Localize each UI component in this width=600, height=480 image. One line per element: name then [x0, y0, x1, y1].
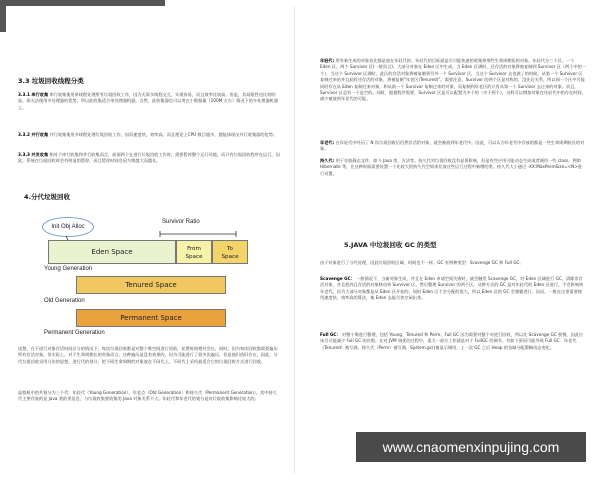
- young-generation-body: 所有新生成的对象首先都是放在年轻代的。年轻代的目标就是尽可能快速的收集掉那些生命周期短的对象。年轻代分三个区。一个 Eden 区，两个 Survivor 区(一般而言)。大部分对象在 Eden 区中生成。当 Eden 区满时，还存活的对象将被复制到 Survivor 区（两个中的一个），当这个 Survivor 区满时，此区的存活对象将被复制到另外一个 Survivor 区，当这个 Survivor 去也满了的时候，从第一个 Survivor 区复制过来的并且此时还存活的对象，将被复制“年老区(Tenured)”。需要注意，Survivor 的两个区是对称的，没先后关系，所以同一个区中可能同时存在从 Eden 复制过来对象，和从前一个 Survivor 复制过来的对象，而复制到年老区的只有从第一个 Survivor 去过来的对象。而且，Survivor 区总有一个是空的。同时，根据程序需要，Survivor 区是可以配置为多个的（多于两个），这样可以增加对象在年轻代中的存在时间，减少被放到年老代的可能。: [320, 58, 586, 102]
- to-space-block: To Space: [212, 240, 248, 264]
- young-generation-title: 年轻代:: [320, 58, 335, 63]
- para-3-3-1: [18, 92, 280, 130]
- para-young-generation: [320, 58, 586, 140]
- permanent-generation-body: 用于存放静态文件，如今 Java 类、方法等。持久代对垃圾回收没有显著影响，但是有些应用可能动态生成或者调用一些 class，例如 Hibernate 等，在这种时候需要设置一个比较大的持久代空间来存放这些运行过程中新增的类。持久代大小通过 -XX:MaxPermSize=<N>进行设置。: [320, 158, 582, 176]
- para-4-body: 试想，在不进行对象存活时间区分的情况下，每次垃圾回收都是对整个堆空间进行回收，花费时间相对会长，同时，因为每次回收都需要遍历所有存活对象，但实际上，对于生命周期长的对象而言，这种遍历是没有效果的，因为可能进行了很多次遍历，但是他们依旧存在。因此，分代垃圾回收采用分治的思想，进行代的划分，把不同生命周期的对象放在不同代上，不同代上采用最适合它的垃圾回收方式进行回收。: [18, 346, 278, 364]
- section-3-3-title: 3.3 垃圾回收线程分类: [18, 77, 84, 85]
- para-old-generation: [320, 140, 586, 158]
- tenured-space-block: Tenured Space: [76, 276, 226, 294]
- para-3-3-2-body: 并行收集使用多线程处理垃圾回收工作，因而速度快，效率高。而且理论上CPU 数目越多，越能体现出并行收集器的优势。: [49, 132, 278, 137]
- document-page-left: [6, 6, 295, 474]
- section-4-title: 4.分代垃圾回收: [24, 193, 70, 201]
- survivor-ratio-label: Survivor Ratio: [162, 219, 200, 225]
- para-3-3-2: [18, 132, 280, 152]
- document-page-right: [306, 6, 594, 474]
- para-permanent-generation: [320, 158, 586, 190]
- full-gc-title: Full GC：: [320, 332, 341, 337]
- old-generation-body: 在年轻代中经历了 N 次垃圾回收后仍然存活的对象，就会被放到年老代中。因此，可以认为年老代中存放的都是一些生命周期较长的对象。: [320, 140, 585, 152]
- para-full-gc: [320, 332, 586, 376]
- para-3-3-1-body: 串行收集使用单线程处理所有垃圾回收工作，因为无需多线程交互，实现容易，而且效率比较高。但是，其局限性也比较明显，即无法使用多处理器的优势，所以此收集适合单处理器机器。当然，此收集器也可以用在小数据量（100M 左右）情况下的多处理器机器上。: [18, 92, 279, 110]
- from-space-block: From Space: [176, 240, 212, 264]
- para-3-3-3-title: 3.3.3 并发收集: [18, 152, 49, 157]
- permanent-generation-title: 持久代:: [320, 158, 335, 163]
- website-watermark: www.cnaomenxinpujing.com: [356, 432, 586, 462]
- para-3-3-2-title: 3.3.2 并行收集: [18, 132, 49, 137]
- old-generation-label: Old Generation: [44, 298, 85, 304]
- scavenge-gc-title: Scavenge GC：: [320, 276, 355, 281]
- generations-diagram: [36, 216, 266, 346]
- para-scavenge-gc: [320, 276, 586, 332]
- para-3-3-3: [18, 152, 280, 178]
- para-4-body2: 虚拟机中的共划分为三个代：年轻代（Young Generation）、年老点（Old Generation）和持久代（Permanent Generation）。其中持久代主要存放的是 Java 类的类信息，与垃圾收集要收集的 Java 对象关系不大。年轻代和年老代的划分是对垃圾收集影响比较大的。: [18, 390, 277, 402]
- para-gc-types-intro: 由于对象进行了分代处理，因此垃圾回收区域、时间也不一样。GC 有两种类型：Scavenge GC 和 Full GC。: [320, 260, 524, 265]
- init-obj-alloc-bubble: Init Obj Alloc: [42, 217, 94, 237]
- scavenge-gc-body: 一般情况下，当新对象生成，并且在 Eden 申请空间失败时，就会触发 Scavenge GC，对 Eden 区域进行 GC，清除非存活对象，并且把尚且存活的对象移动到 Survivor 区。然后整理 Survivor 的两个区。这种方式的 GC 是对年轻代的 Eden 区进行，不会影响到年老代。因为大部分对象都是从 Eden 区开始的，同时 Eden 区不会分配的很大，所以 Eden 区的 GC 会频繁进行。因而，一般在这里需要使用速度快、效率高的算法，使 Eden 去能尽快空闲出来。: [320, 276, 584, 301]
- section-5-title: 5.JAVA 中垃圾回收 GC 的类型: [344, 241, 437, 249]
- young-generation-label: Young Generation: [44, 266, 93, 272]
- eden-space-block: Eden Space: [48, 240, 176, 264]
- para-3-3-1-title: 3.3.1 串行收集: [18, 92, 49, 97]
- old-generation-title: 年老代:: [320, 140, 335, 145]
- full-gc-body: 对整个堆进行整理，包括 Young、Tenured 和 Perm。Full GC 因为需要对整个对进行回收，所以比 Scavenge GC 要慢，因此应该尽可能减少 Full GC 的次数。在对 JVM 调优的过程中，很大一部分工作就是对于 FullGC 的调节。有如下原因可能导致 Full GC：年老代（Tenured）被写满，持久代（Perm）被写满，System.gc()被显示调用，上一次 GC 之后 Heap 的各域分配策略动态变化。: [320, 332, 584, 350]
- para-3-3-3-body: 相对于串行收集和并行收集而言，前面两个在进行垃圾回收工作时，需要暂停整个运行环境，而只有垃圾回收程序在运行，因此，系统在垃圾回收时会有明显的暂停，而且暂停时间会因为堆越大而越长。: [18, 152, 280, 164]
- permanent-generation-label: Permanent Generation: [44, 330, 105, 336]
- permanent-space-block: Permanent Space: [76, 309, 226, 327]
